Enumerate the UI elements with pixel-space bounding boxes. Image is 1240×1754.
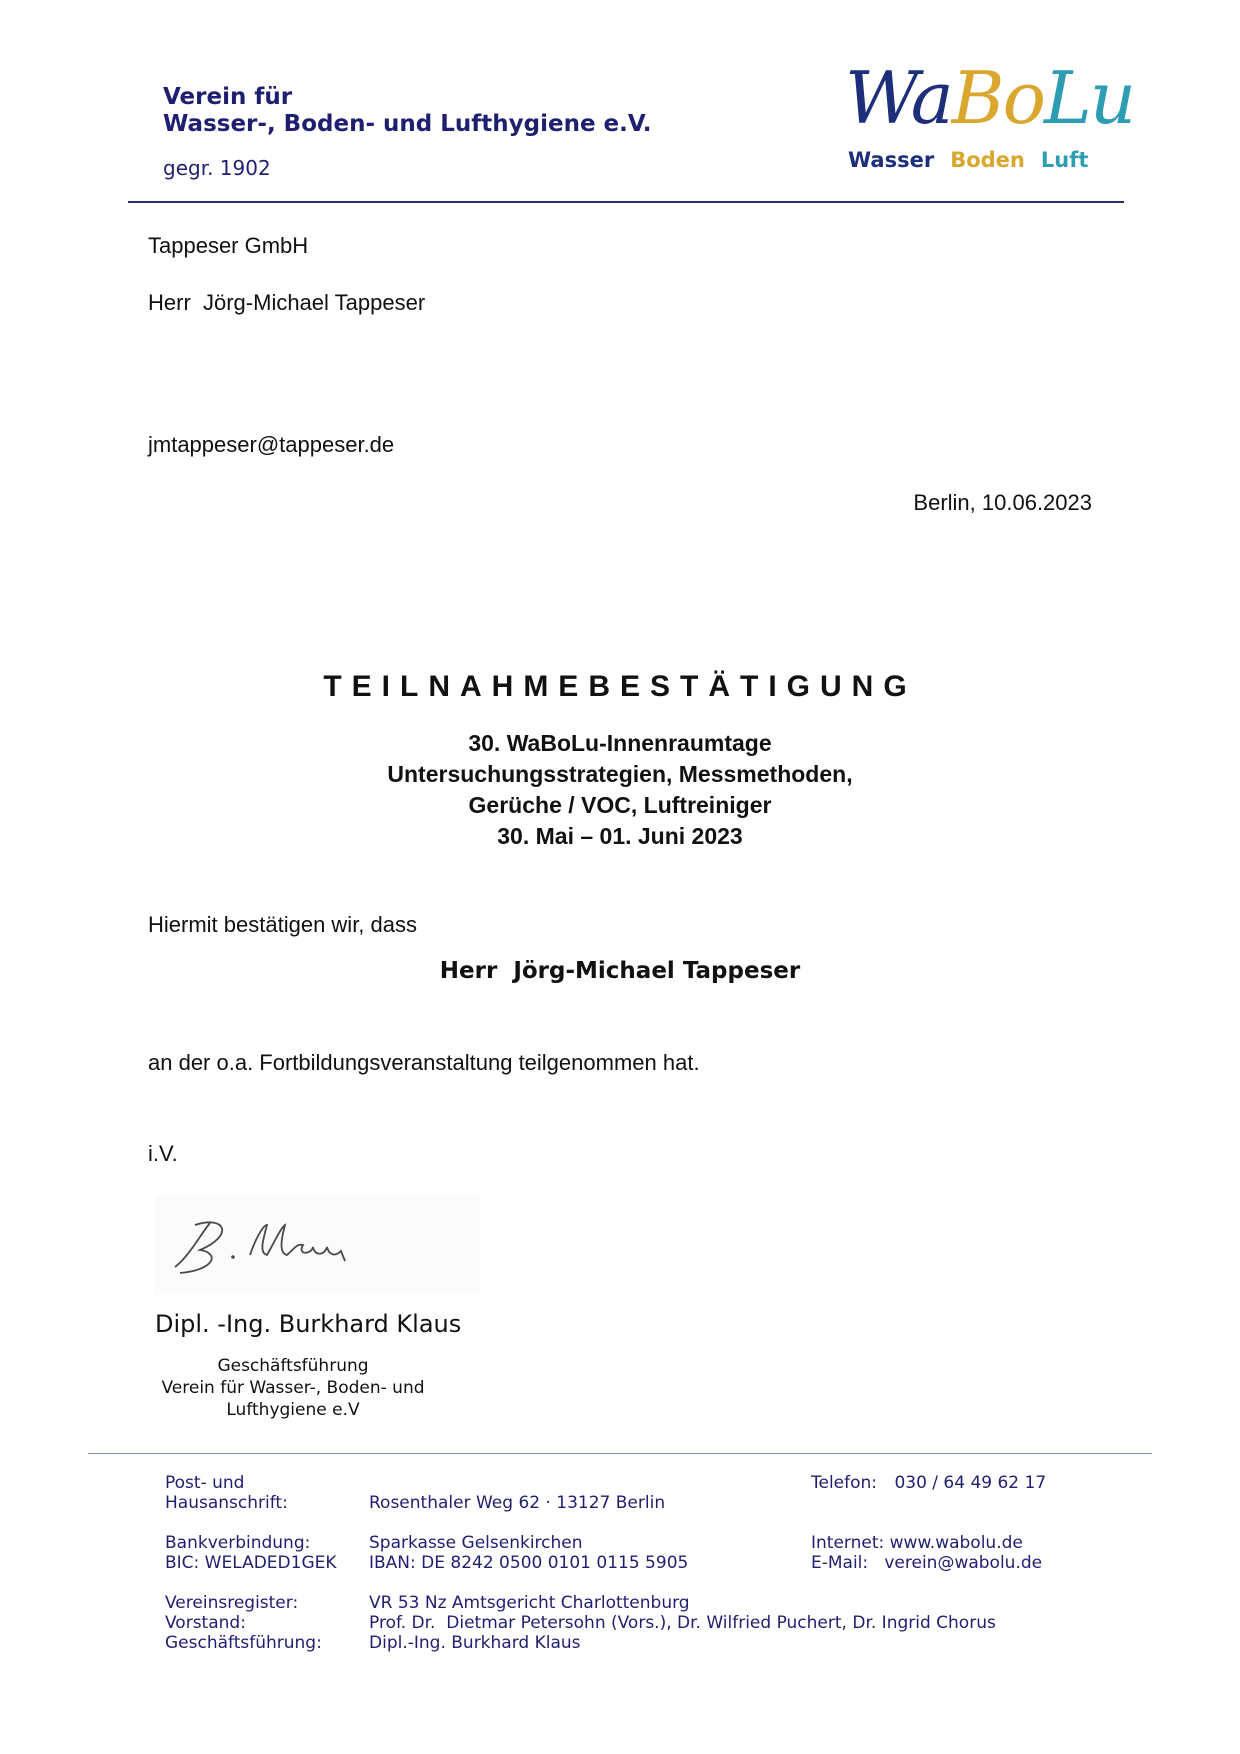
recipient-person: Herr Jörg-Michael Tappeser [148,290,426,315]
participant-name: Herr Jörg-Michael Tappeser [439,958,801,984]
event-name: 30. WaBoLu-Innenraumtage [468,730,772,756]
footer-board-value: Prof. Dr. Dietmar Petersohn (Vors.), Dr. Wilfried Puchert, Dr. Ingrid Chorus [369,1613,996,1633]
confirmation-closing: an der o.a. Fortbildungsveranstaltung teilgenommen hat. [148,1050,700,1075]
footer-phone [811,1473,1046,1493]
event-topics-1: Untersuchungsstrategien, Messmethoden, [387,761,853,787]
footer-bic: BIC: WELADED1GEK [165,1553,337,1573]
confirmation-intro: Hiermit bestätigen wir, dass [148,912,417,937]
footer-divider [88,1453,1152,1454]
recipient-email: jmtappeser@tappeser.de [148,432,395,457]
footer-management-label: Geschäftsführung: [165,1633,322,1653]
signer-role-line3: Lufthygiene e.V [226,1400,360,1420]
signer-role-line2: Verein für Wasser-, Boden- und [161,1378,425,1398]
footer-post-label1: Post- und [165,1473,245,1493]
logo-sub-luft: Luft [1040,148,1089,172]
footer-email: E-Mail: verein@wabolu.de [811,1553,1043,1573]
letter-date: Berlin, 10.06.2023 [913,490,1092,515]
footer-iban: IBAN: DE 8242 0500 0101 0115 5905 [369,1553,689,1573]
on-behalf-note: i.V. [148,1141,178,1166]
footer-bank-label: Bankverbindung: [165,1533,311,1553]
footer-management-value: Dipl.-Ing. Burkhard Klaus [369,1633,581,1653]
document-title: TEILNAHMEBESTÄTIGUNG [323,670,917,703]
founded-note: gegr. 1902 [163,156,271,180]
event-details [0,728,1240,852]
signer-role [158,1355,428,1421]
wabolu-logo [845,58,1135,183]
logo-sub-boden: Boden [950,148,1025,172]
footer-register-value: VR 53 Nz Amtsgericht Charlottenburg [369,1593,690,1613]
footer-phone-value: 030 / 64 49 62 17 [894,1473,1047,1493]
logo-wordmark [845,58,1134,138]
recipient-company: Tappeser GmbH [148,233,309,258]
logo-bo: Bo [951,56,1044,140]
signature-image [155,1195,480,1295]
footer-board-label: Vorstand: [165,1613,246,1633]
footer-post-label2: Hausanschrift: [165,1493,288,1513]
organization-name-line2: Wasser-, Boden- und Lufthygiene e.V. [163,111,652,137]
event-dates: 30. Mai – 01. Juni 2023 [497,823,743,849]
event-topics-2: Gerüche / VOC, Luftreiniger [468,792,772,818]
footer-register-label: Vereinsregister: [165,1593,299,1613]
footer-bank-value: Sparkasse Gelsenkirchen [369,1533,583,1553]
logo-subtitle [848,148,1104,172]
footer-phone-label: Telefon: [811,1473,878,1493]
footer-post-value: Rosenthaler Weg 62 · 13127 Berlin [369,1493,666,1513]
logo-wa: Wa [845,56,952,140]
footer-internet: Internet: www.wabolu.de [811,1533,1023,1553]
header-divider [128,201,1124,203]
logo-sub-wasser: Wasser [848,148,935,172]
organization-name-line1: Verein für [163,84,293,110]
organization-name [163,84,651,138]
logo-lu: Lu [1043,56,1135,140]
signer-name: Dipl. -Ing. Burkhard Klaus [155,1310,462,1338]
signer-role-line1: Geschäftsführung [217,1356,369,1376]
